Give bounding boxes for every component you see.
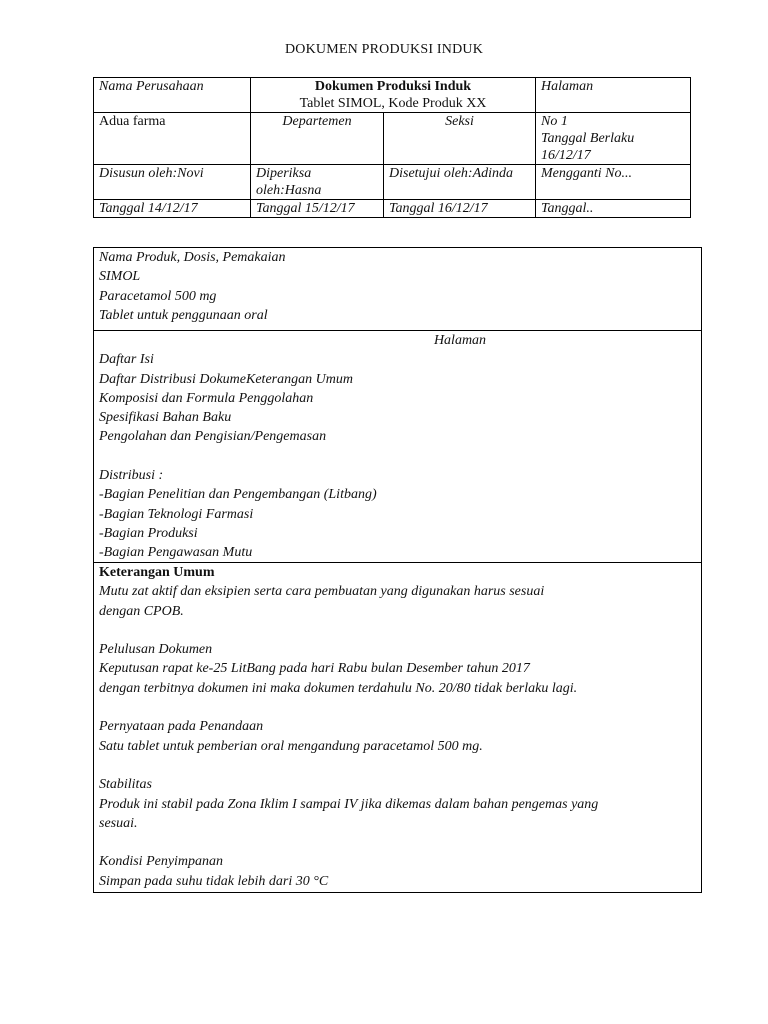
page-label: Halaman [536,78,691,113]
number-cell [536,113,691,165]
release-line2: dengan terbitnya dokumen ini maka dokumen terdahulu No. 20/80 tidak berlaku lagi. [99,680,578,696]
spacer [99,698,701,717]
general-heading: Keterangan Umum [99,565,215,580]
general-section [94,563,701,893]
doc-title-cell [251,78,536,113]
spacer [99,447,701,466]
effective-label: Tanggal Berlaku [541,131,635,146]
contents-item: Daftar Distribusi DokumeKeterangan Umum [99,371,353,387]
release-heading: Pelulusan Dokumen [99,642,213,658]
distribution-item: -Bagian Pengawasan Mutu [99,545,253,561]
distribution-label: Distribusi : [99,468,164,484]
date-prepared: Tanggal 14/12/17 [94,200,251,218]
date-replaced: Tanggal.. [536,200,691,218]
product-section [94,248,701,331]
storage-heading: Kondisi Penyimpanan [99,854,224,870]
general-intro-line2: dengan CPOB. [99,603,184,619]
distribution-item: -Bagian Produksi [99,525,198,541]
doc-subtitle-text: Tablet SIMOL, Kode Produk XX [299,96,487,111]
spacer [99,756,701,775]
checked-by-line1: Diperiksa [256,166,312,181]
contents-item: Daftar Isi [99,352,154,368]
document-title: DOKUMEN PRODUKSI INDUK [284,42,484,57]
product-usage: Tablet untuk penggunaan oral [99,307,268,323]
contents-item: Spesifikasi Bahan Baku [99,410,232,426]
date-checked: Tanggal 15/12/17 [251,200,384,218]
checked-by-cell [251,165,384,200]
doc-title-text: Dokumen Produksi Induk [314,79,472,94]
label-heading: Pernyataan pada Penandaan [99,719,264,735]
company-name: Adua farma [94,113,251,165]
contents-page-header: Halaman [433,333,487,348]
stability-line2: sesuai. [99,815,138,831]
release-line1: Keputusan rapat ke-25 LitBang pada hari Rabu bulan Desember tahun 2017 [99,661,530,677]
stability-line1: Produk ini stabil pada Zona Iklim I sampai IV jika dikemas dalam bahan pengemas yang [99,796,599,812]
department-label: Departemen [251,113,384,165]
spacer [99,833,701,852]
storage-text: Simpan pada suhu tidak lebih dari 30 °C [99,873,329,889]
stability-heading: Stabilitas [99,777,152,793]
distribution-item: -Bagian Teknologi Farmasi [99,506,254,522]
replaces: Mengganti No... [536,165,691,200]
product-heading: Nama Produk, Dosis, Pemakaian [99,250,286,265]
distribution-item: -Bagian Penelitian dan Pengembangan (Litbang) [99,487,377,503]
contents-item: Pengolahan dan Pengisian/Pengemasan [99,429,327,445]
product-dose: Paracetamol 500 mg [99,288,217,304]
header-table [93,77,691,218]
prepared-by: Disusun oleh:Novi [94,165,251,200]
section-label: Seksi [384,113,536,165]
general-intro-line1: Mutu zat aktif dan eksipien serta cara pembuatan yang digunakan harus sesuai [99,584,545,600]
product-name: SIMOL [99,269,141,285]
company-label: Nama Perusahaan [94,78,251,113]
spacer [99,621,701,640]
date-approved: Tanggal 16/12/17 [384,200,536,218]
contents-section [94,331,701,563]
label-text: Satu tablet untuk pemberian oral mengandung paracetamol 500 mg. [99,738,483,754]
doc-number: No 1 [541,114,568,129]
contents-item: Komposisi dan Formula Penggolahan [99,390,314,406]
checked-by-line2: oleh:Hasna [256,183,322,198]
effective-date: 16/12/17 [541,148,591,163]
main-document-box [93,247,702,893]
approved-by: Disetujui oleh:Adinda [384,165,536,200]
